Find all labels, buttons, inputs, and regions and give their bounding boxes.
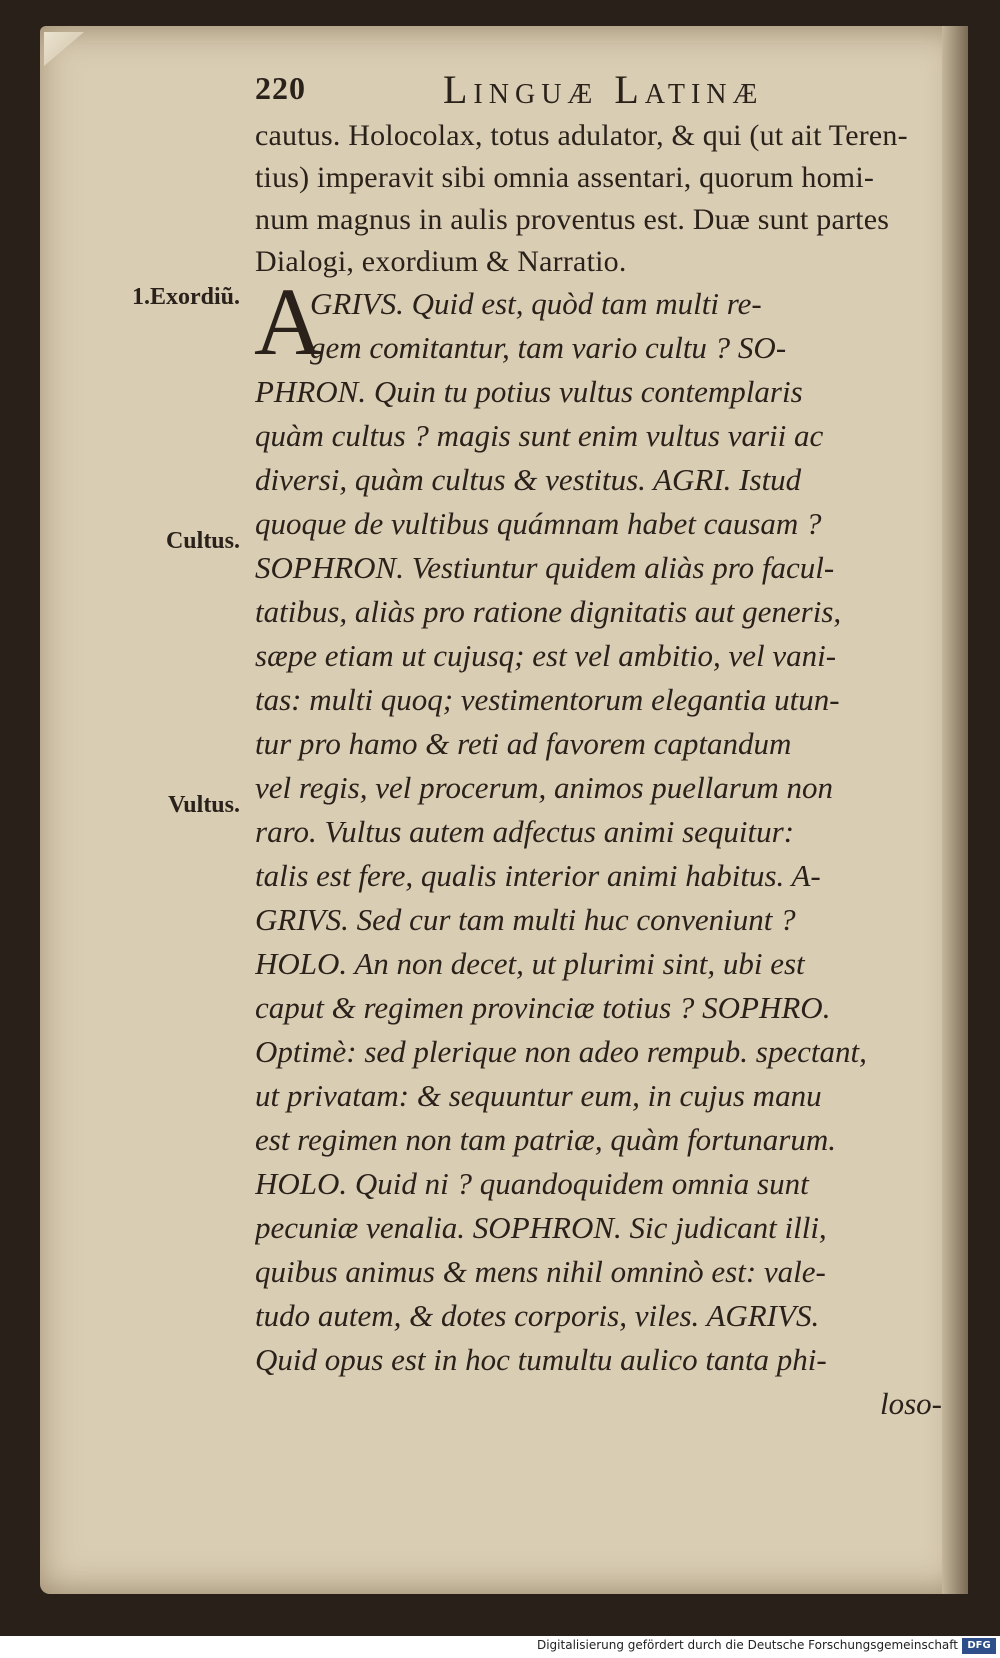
folded-corner xyxy=(44,32,84,66)
intro-line: Dialogi, exordium & Narratio. xyxy=(255,245,627,278)
dialogue-line: est regimen non tam patriæ, quàm fortunarum. xyxy=(255,1122,836,1157)
page-header xyxy=(255,66,955,116)
catchword: loso- xyxy=(880,1386,942,1421)
dialogue-line: tatibus, aliàs pro ratione dignitatis aut generis, xyxy=(255,594,842,629)
dialogue-line: quoque de vultibus quámnam habet causam ? xyxy=(255,506,822,541)
margin-note-vultus: Vultus. xyxy=(168,792,240,818)
dialogue-line: raro. Vultus autem adfectus animi sequitur: xyxy=(255,814,795,849)
dialogue-line: quàm cultus ? magis sunt enim vultus varii ac xyxy=(255,418,824,453)
margin-note-exordium: 1.Exordiũ. xyxy=(131,284,240,310)
dialogue-line: GRIVS. Sed cur tam multi huc conveniunt ? xyxy=(255,902,796,937)
dialogue-line: Quid opus est in hoc tumultu aulico tanta phi- xyxy=(255,1342,827,1377)
intro-line: tius) imperavit sibi omnia assentari, quorum homi- xyxy=(255,161,875,194)
dialogue-line: GRIVS. Quid est, quòd tam multi re- xyxy=(310,286,762,321)
dialogue-line: gem comitantur, tam vario cultu ? SO- xyxy=(310,330,787,365)
page-number: 220 xyxy=(255,70,306,106)
dialogue-line: caput & regimen provinciæ totius ? SOPHRO. xyxy=(255,990,831,1025)
dialogue-line: quibus animus & mens nihil omninò est: vale- xyxy=(255,1254,826,1289)
dialogue-line: Optimè: sed plerique non adeo rempub. spectant, xyxy=(255,1034,867,1069)
intro-line: cautus. Holocolax, totus adulator, & qui (ut ait Teren- xyxy=(255,119,908,152)
dialogue-line: tas: multi quoq; vestimentorum elegantia utun- xyxy=(255,682,840,717)
footer-bar xyxy=(0,1636,1000,1658)
dialogue-line: PHRON. Quin tu potius vultus contemplaris xyxy=(255,374,803,409)
dialogue-line: pecuniæ venalia. SOPHRON. Sic judicant illi, xyxy=(255,1210,827,1245)
dialogue-line: ut privatam: & sequuntur eum, in cujus manu xyxy=(255,1078,822,1113)
running-title: Linguæ Latinæ xyxy=(443,67,764,112)
dialogue-line: vel regis, vel procerum, animos puellarum non xyxy=(255,770,833,805)
dfg-logo: DFG xyxy=(962,1638,996,1654)
dialogue-line: HOLO. Quid ni ? quandoquidem omnia sunt xyxy=(255,1166,809,1201)
margin-note-cultus: Cultus. xyxy=(165,528,240,554)
dialogue-line: sæpe etiam ut cujusq; est vel ambitio, vel vani- xyxy=(255,638,837,673)
dialogue-line: tur pro hamo & reti ad favorem captandum xyxy=(255,726,792,761)
dialogue-line: diversi, quàm cultus & vestitus. AGRI. Istud xyxy=(255,462,802,497)
drop-cap: A xyxy=(254,268,324,375)
intro-line: num magnus in aulis proventus est. Duæ sunt partes xyxy=(255,203,890,236)
dialogue-line: talis est fere, qualis interior animi habitus. A- xyxy=(255,858,821,893)
dialogue-line: SOPHRON. Vestiuntur quidem aliàs pro facul- xyxy=(255,550,835,585)
dialogue-line: HOLO. An non decet, ut plurimi sint, ubi est xyxy=(255,946,805,981)
digitization-credit: Digitalisierung gefördert durch die Deutsche Forschungsgemeinschaft xyxy=(536,1638,958,1652)
dialogue-line: tudo autem, & dotes corporis, viles. AGRIVS. xyxy=(255,1298,820,1333)
